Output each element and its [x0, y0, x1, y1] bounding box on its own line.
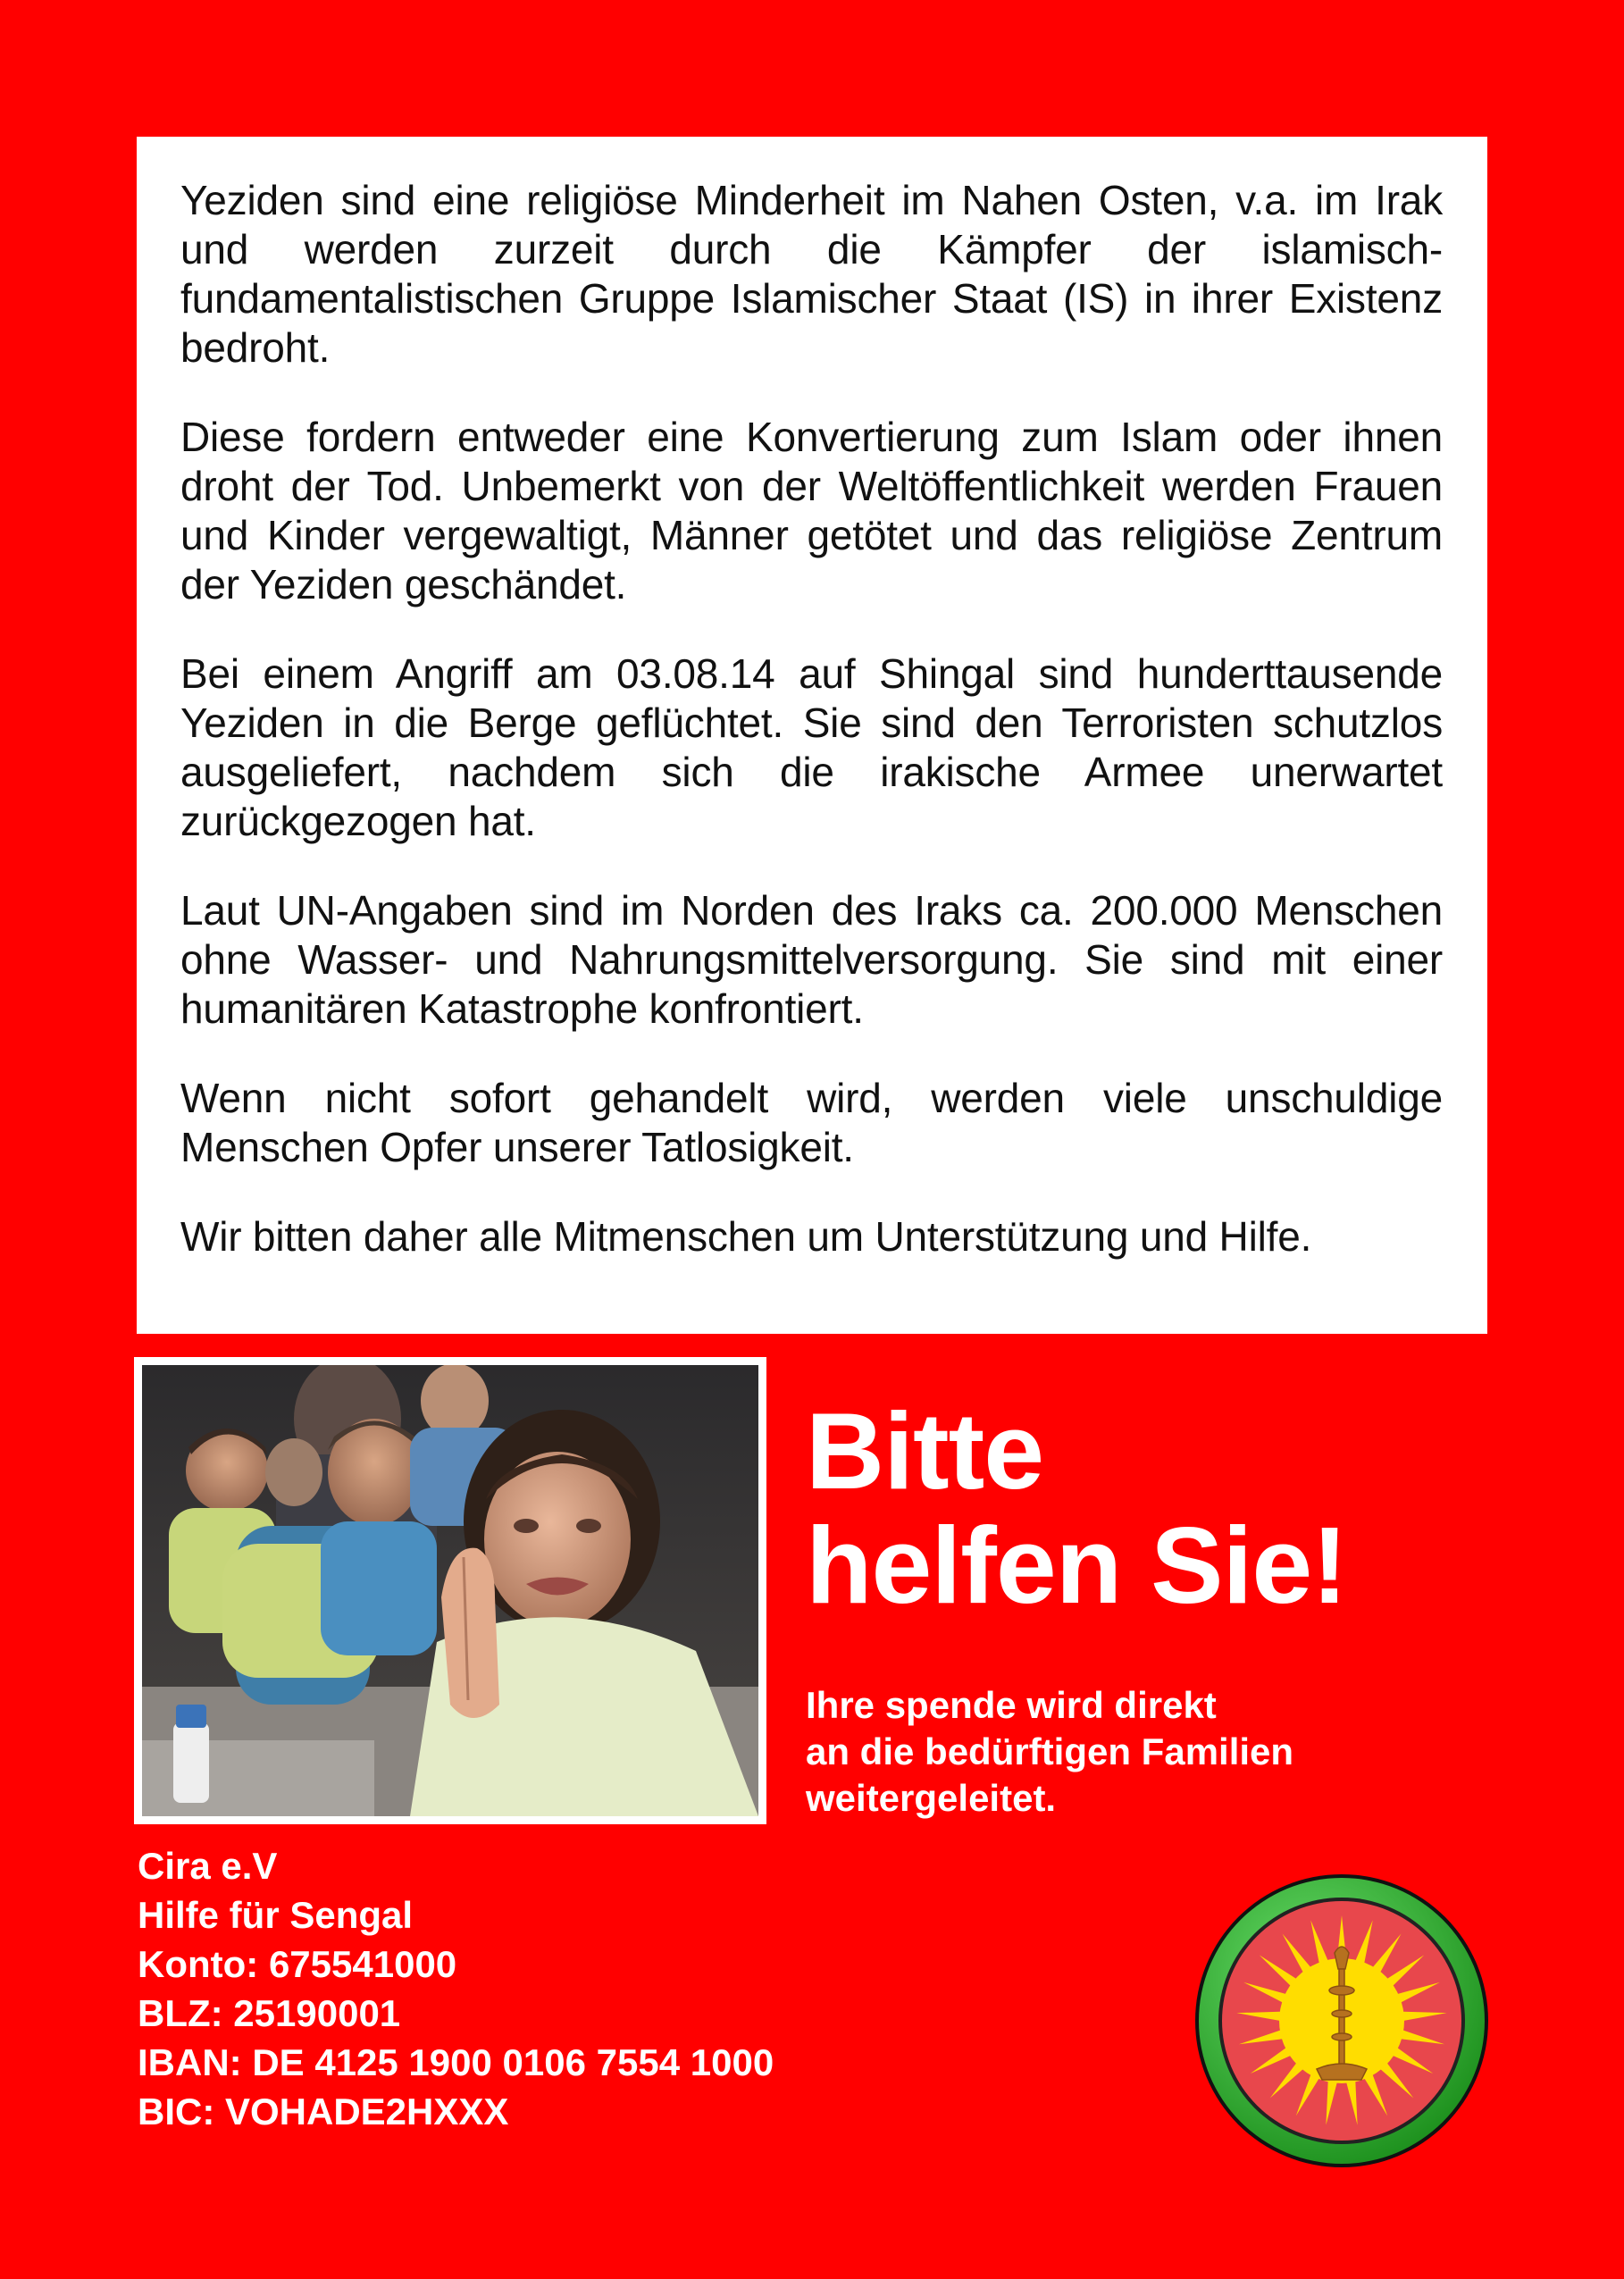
bank-konto: Konto: 675541000	[138, 1943, 457, 1985]
headline-line-1: Bitte	[806, 1390, 1044, 1512]
bank-blz: BLZ: 25190001	[138, 1992, 401, 2034]
intro-paragraph-6: Wir bitten daher alle Mitmenschen um Unterstützung und Hilfe.	[180, 1213, 1312, 1260]
subtext-line-2: an die bedürftigen Familien	[806, 1730, 1294, 1772]
bank-details	[138, 1841, 774, 2136]
yezidi-sun-emblem-icon	[1192, 1871, 1492, 2171]
intro-paragraph-1: Yeziden sind eine religiöse Minderheit im Nahen Osten, v.a. im Irak und werden zurzeit durch die Kämpfer der islamisch-fundamentalistischen Gruppe Islamischer Staat (IS) in ihrer Existenz bedroht.	[180, 177, 1443, 371]
subtext-line-3: weitergeleitet.	[806, 1777, 1057, 1819]
headline-line-2: helfen Sie!	[806, 1504, 1347, 1626]
bank-bic: BIC: VOHADE2HXXX	[138, 2090, 509, 2132]
intro-text-panel	[137, 137, 1487, 1334]
intro-paragraph-3: Bei einem Angriff am 03.08.14 auf Shingal sind hunderttausende Yeziden in die Berge geflüchtet. Sie sind den Terroristen schutzlos ausgeliefert, nachdem sich die irakische Armee unerwartet zurückgezogen hat.	[180, 650, 1443, 844]
bank-org: Cira e.V	[138, 1845, 278, 1887]
bank-iban: IBAN: DE 4125 1900 0106 7554 1000	[138, 2041, 774, 2083]
intro-paragraph-2: Diese fordern entweder eine Konvertierung zum Islam oder ihnen droht der Tod. Unbemerkt von der Weltöffentlichkeit werden Frauen und Kinder vergewaltigt, Männer getötet und das religiöse Zentrum der Yeziden geschändet.	[180, 414, 1443, 607]
photo-frame	[134, 1357, 766, 1824]
appeal-subtext	[806, 1682, 1293, 1822]
bank-purpose: Hilfe für Sengal	[138, 1894, 414, 1936]
crying-children-photo	[142, 1365, 758, 1816]
intro-paragraph-4: Laut UN-Angaben sind im Norden des Iraks ca. 200.000 Menschen ohne Wasser- und Nahrungsmittelversorgung. Sie sind mit einer humanitären Katastrophe konfrontiert.	[180, 887, 1443, 1032]
intro-paragraph-5: Wenn nicht sofort gehandelt wird, werden viele unschuldige Menschen Opfer unserer Tatlosigkeit.	[180, 1075, 1443, 1170]
appeal-headline	[806, 1390, 1347, 1626]
subtext-line-1: Ihre spende wird direkt	[806, 1684, 1217, 1726]
